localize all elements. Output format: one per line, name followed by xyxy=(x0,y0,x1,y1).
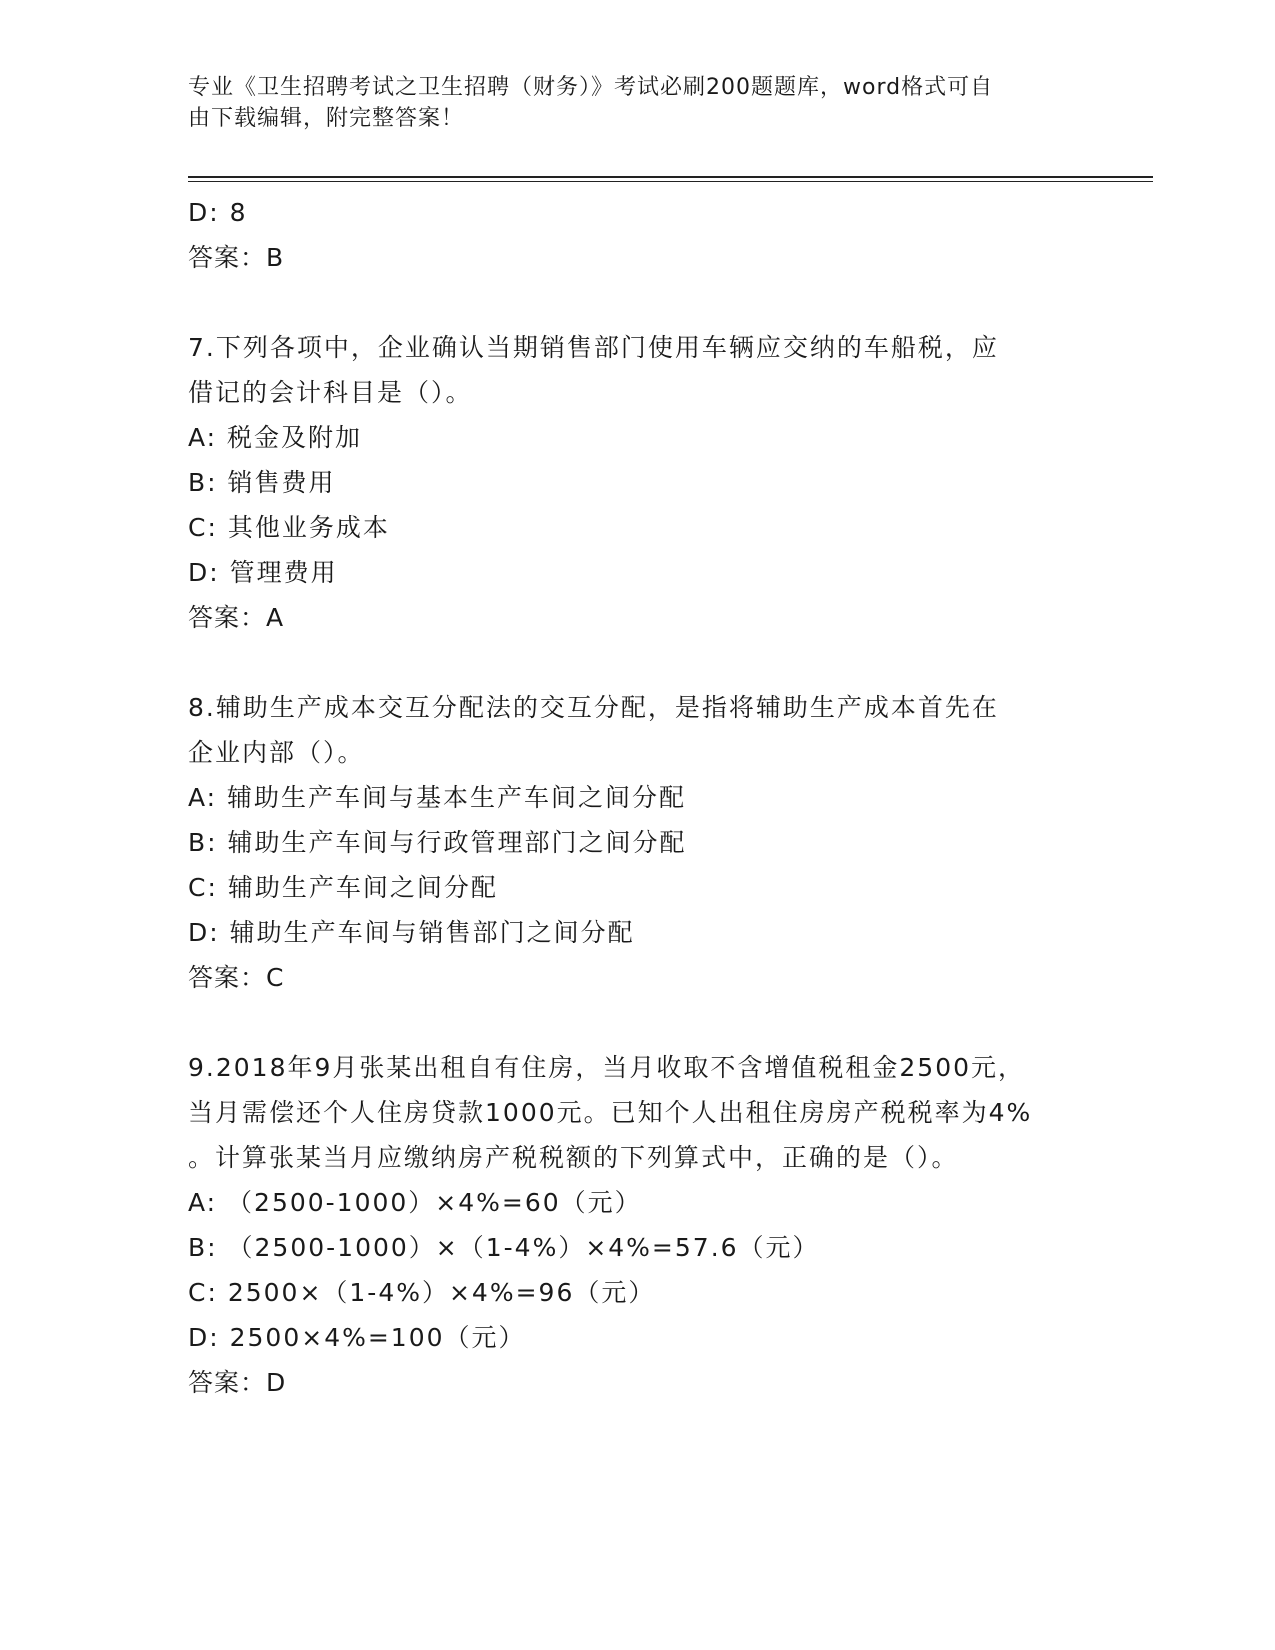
question-8-stem-line-2: 企业内部（）。 xyxy=(188,738,365,767)
question-9-answer: 答案：D xyxy=(188,1368,287,1397)
question-9-option-b: B: （2500-1000）×（1-4%）×4%=57.6（元） xyxy=(188,1233,820,1262)
prev-option-d: D: 8 xyxy=(188,198,248,227)
question-8-option-c: C: 辅助生产车间之间分配 xyxy=(188,873,498,902)
question-8-option-b: B: 辅助生产车间与行政管理部门之间分配 xyxy=(188,828,687,857)
question-9-stem-line-1: 9.2018年9月张某出租自有住房，当月收取不含增值税租金2500元， xyxy=(188,1053,1026,1082)
question-8-option-d: D: 辅助生产车间与销售部门之间分配 xyxy=(188,918,635,947)
question-8 xyxy=(188,685,1088,1000)
document-body xyxy=(188,190,1088,1405)
question-9-stem-line-2: 当月需偿还个人住房贷款1000元。已知个人出租住房房产税税率为4% xyxy=(188,1098,1033,1127)
question-8-option-a: A: 辅助生产车间与基本生产车间之间分配 xyxy=(188,783,687,812)
question-8-stem-line-1: 8.辅助生产成本交互分配法的交互分配，是指将辅助生产成本首先在 xyxy=(188,693,999,722)
prev-answer: 答案：B xyxy=(188,243,285,272)
question-7-option-b: B: 销售费用 xyxy=(188,468,336,497)
question-9-option-a: A: （2500-1000）×4%=60（元） xyxy=(188,1188,642,1217)
spacer xyxy=(188,1000,1088,1045)
header-rule-thick xyxy=(188,176,1153,178)
document-header xyxy=(188,72,1068,134)
question-9-option-d: D: 2500×4%=100（元） xyxy=(188,1323,526,1352)
question-7-stem-line-2: 借记的会计科目是（）。 xyxy=(188,378,473,407)
header-line-1: 专业《卫生招聘考试之卫生招聘（财务）》考试必刷200题题库，word格式可自 xyxy=(188,75,994,100)
question-8-answer: 答案：C xyxy=(188,963,285,992)
spacer xyxy=(188,280,1088,325)
question-7-option-d: D: 管理费用 xyxy=(188,558,338,587)
question-9 xyxy=(188,1045,1088,1405)
header-rule-thin xyxy=(188,181,1153,182)
question-9-option-c: C: 2500×（1-4%）×4%=96（元） xyxy=(188,1278,656,1307)
question-7-answer: 答案：A xyxy=(188,603,285,632)
header-line-2: 由下载编辑，附完整答案！ xyxy=(188,106,465,131)
question-7-stem-line-1: 7.下列各项中，企业确认当期销售部门使用车辆应交纳的车船税，应 xyxy=(188,333,999,362)
question-7-option-a: A: 税金及附加 xyxy=(188,423,363,452)
question-7 xyxy=(188,325,1088,640)
question-7-option-c: C: 其他业务成本 xyxy=(188,513,390,542)
spacer xyxy=(188,640,1088,685)
question-9-stem-line-3: 。计算张某当月应缴纳房产税税额的下列算式中，正确的是（）。 xyxy=(188,1143,959,1172)
